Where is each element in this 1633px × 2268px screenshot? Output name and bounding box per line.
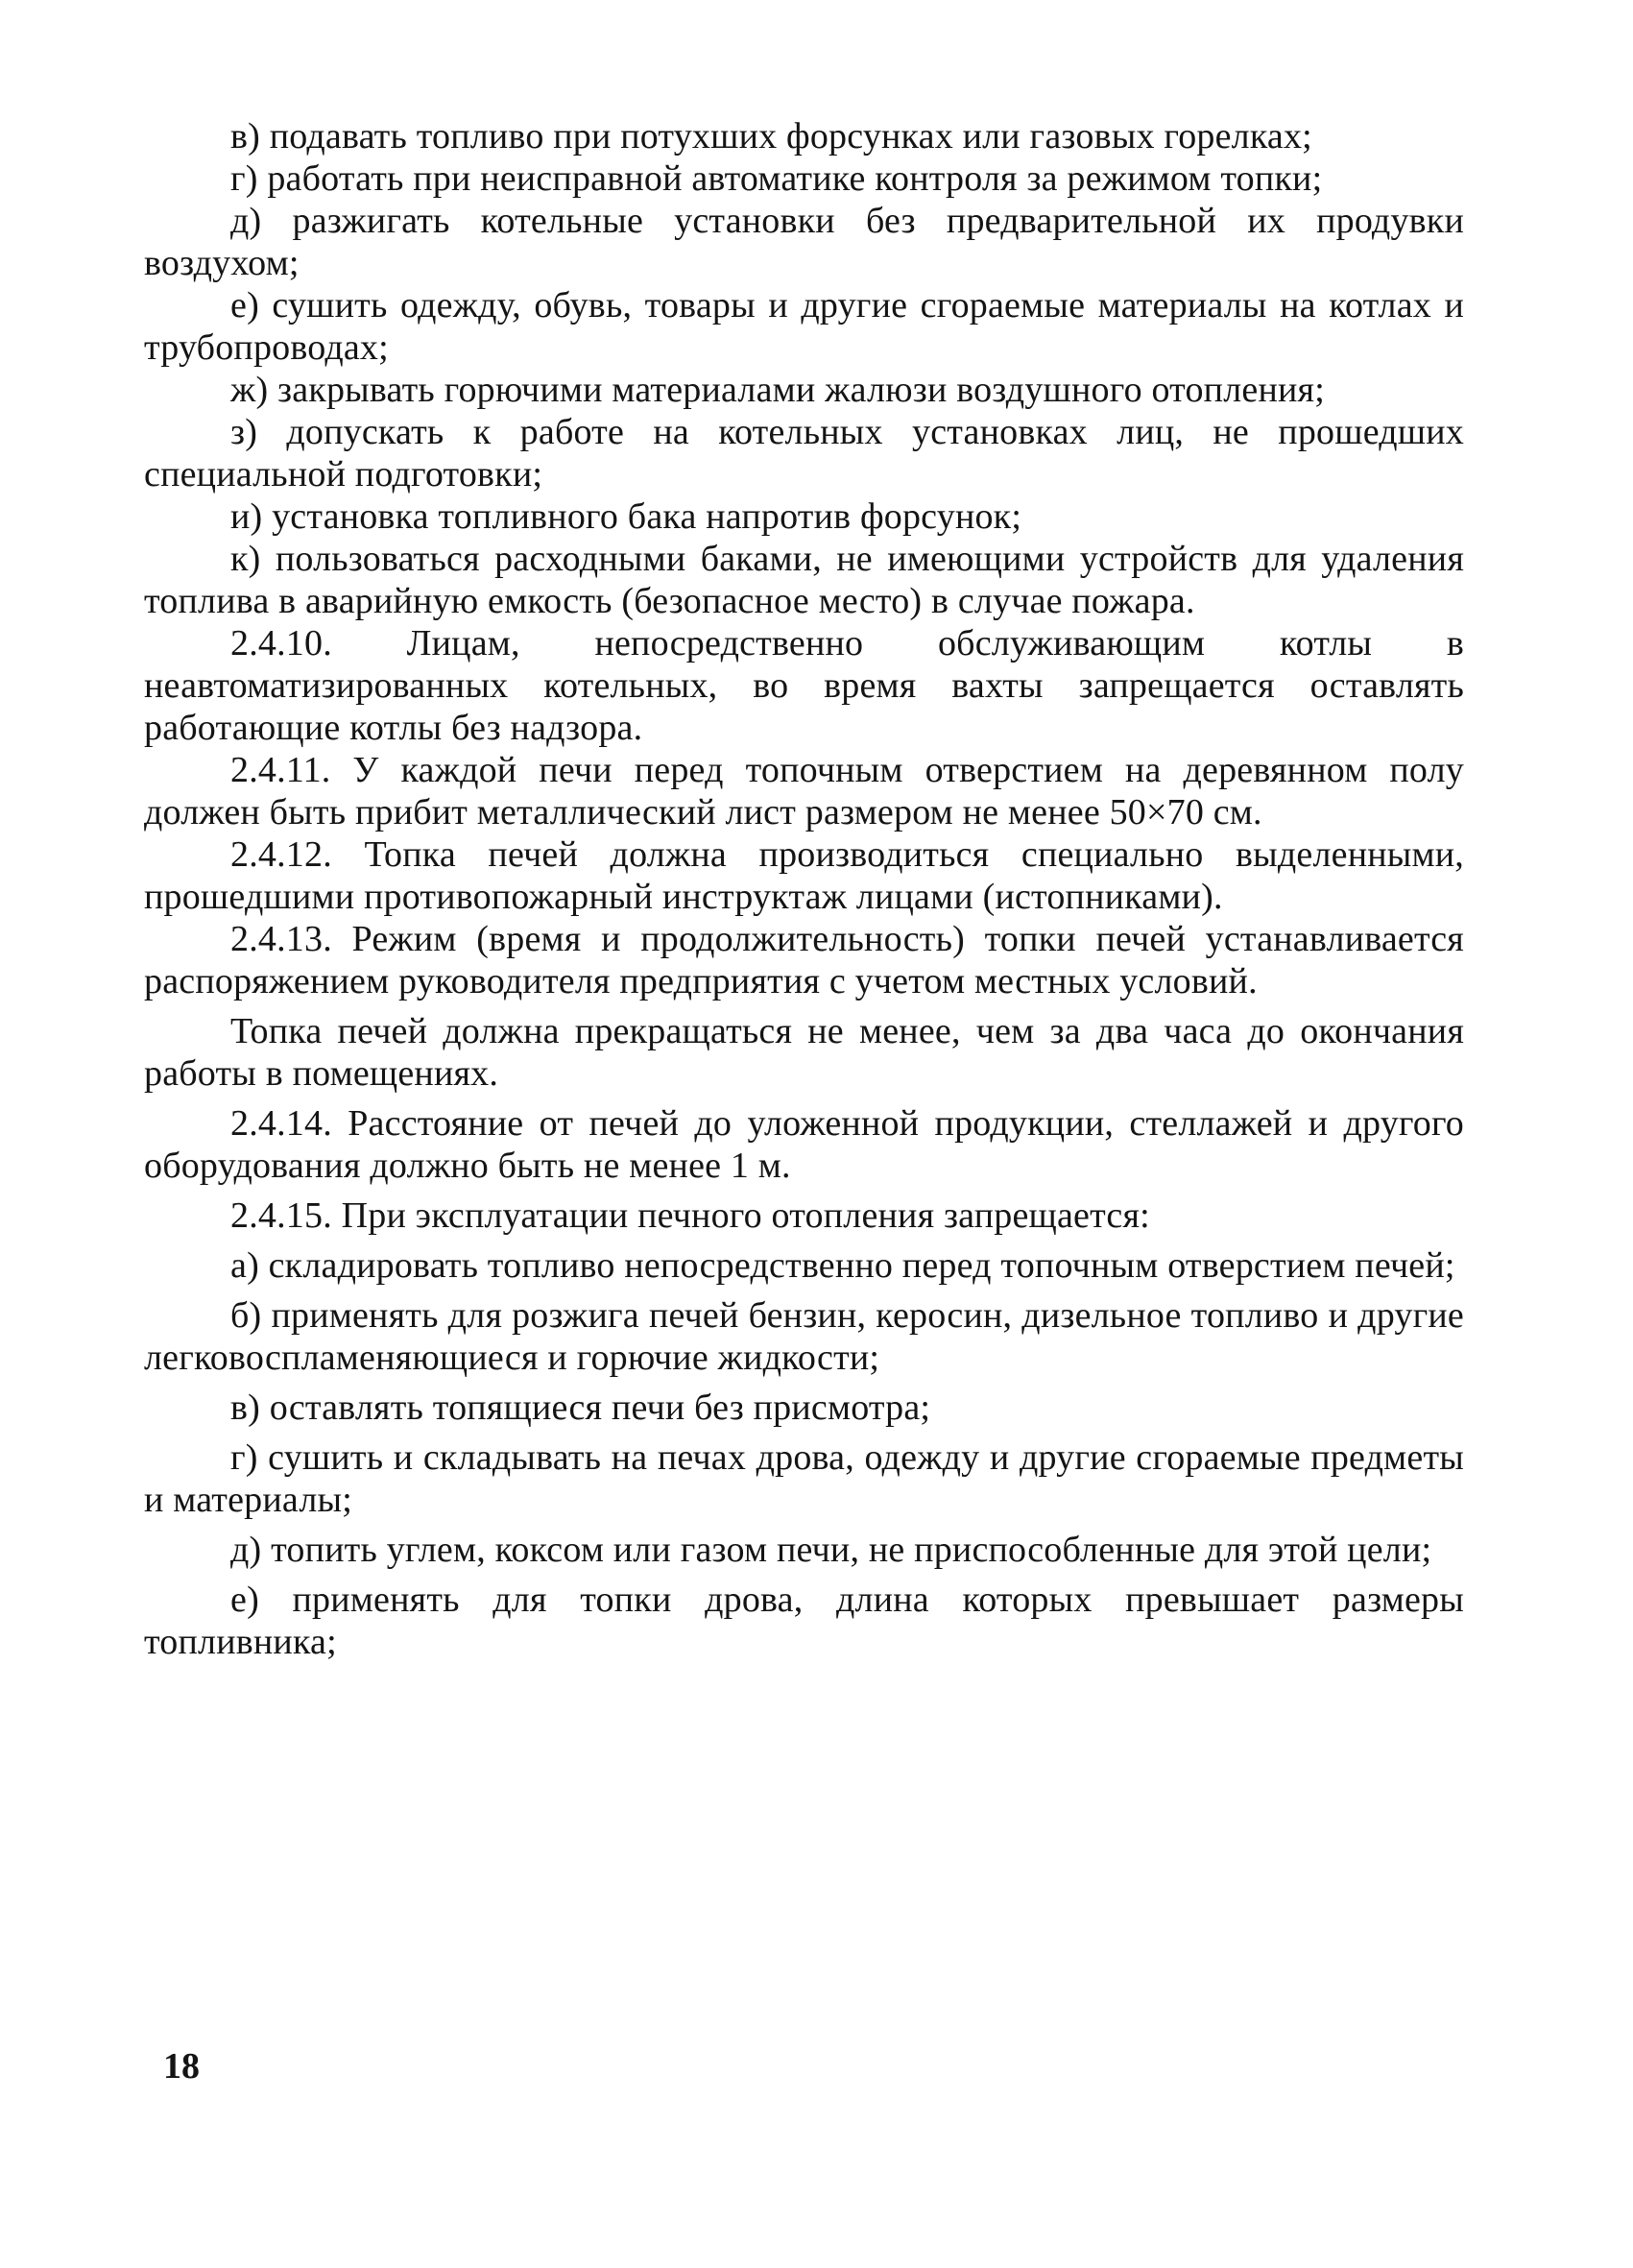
- list-item-d-2: д) топить углем, коксом или газом печи, не приспособленные для этой цели;: [230, 1530, 1432, 1570]
- list-item-v: в) подавать топливо при потухших форсунках или газовых горелках;: [230, 116, 1312, 157]
- list-item-b: б) применять для розжига печей бензин, керосин, дизельное топливо и другие легковоспламеняющиеся и горючие жидкости;: [144, 1295, 1464, 1378]
- list-item-z: з) допускать к работе на котельных установках лиц, не прошедших специальной подготовки;: [144, 412, 1464, 495]
- list-item-d: д) разжигать котельные установки без предварительной их продувки воздухом;: [144, 201, 1464, 283]
- clause-2-4-13-continuation: Топка печей должна прекращаться не менее, чем за два часа до окончания работы в помещениях.: [144, 1011, 1464, 1094]
- clause-2-4-14: 2.4.14. Расстояние от печей до уложенной продукции, стеллажей и другого оборудования должно быть не менее 1 м.: [144, 1103, 1464, 1186]
- list-item-i: и) установка топливного бака напротив форсунок;: [230, 496, 1022, 537]
- list-item-e: е) сушить одежду, обувь, товары и другие сгораемые материалы на котлах и трубопроводах;: [144, 285, 1464, 368]
- document-page: [144, 115, 1464, 2141]
- clause-2-4-15: 2.4.15. При эксплуатации печного отопления запрещается:: [230, 1195, 1150, 1236]
- list-item-g: г) работать при неисправной автоматике контроля за режимом топки;: [230, 158, 1323, 199]
- list-item-k: к) пользоваться расходными баками, не имеющими устройств для удаления топлива в аварийную емкость (безопасное место) в случае пожара.: [144, 539, 1464, 621]
- clause-2-4-11: 2.4.11. У каждой печи перед топочным отверстием на деревянном полу должен быть прибит металлический лист размером не менее 50×70 см.: [144, 750, 1464, 832]
- clause-2-4-13: 2.4.13. Режим (время и продолжительность) топки печей устанавливается распоряжением руководителя предприятия с учетом местных условий.: [144, 919, 1464, 1001]
- clause-2-4-12: 2.4.12. Топка печей должна производиться специально выделенными, прошедшими противопожарный инструктаж лицами (истопниками).: [144, 834, 1464, 917]
- list-item-g-2: г) сушить и складывать на печах дрова, одежду и другие сгораемые предметы и материалы;: [144, 1437, 1464, 1520]
- clause-2-4-10: 2.4.10. Лицам, непосредственно обслуживающим котлы в неавтоматизированных котельных, во время вахты запрещается оставлять работающие котлы без надзора.: [144, 623, 1464, 748]
- list-item-e-2: е) применять для топки дрова, длина которых превышает размеры топливника;: [144, 1580, 1464, 1662]
- list-item-a: а) складировать топливо непосредственно перед топочным отверстием печей;: [230, 1245, 1455, 1286]
- page-number: 18: [163, 2046, 200, 2087]
- list-item-v-2: в) оставлять топящиеся печи без присмотра;: [230, 1387, 931, 1428]
- list-item-zh: ж) закрывать горючими материалами жалюзи воздушного отопления;: [230, 370, 1325, 410]
